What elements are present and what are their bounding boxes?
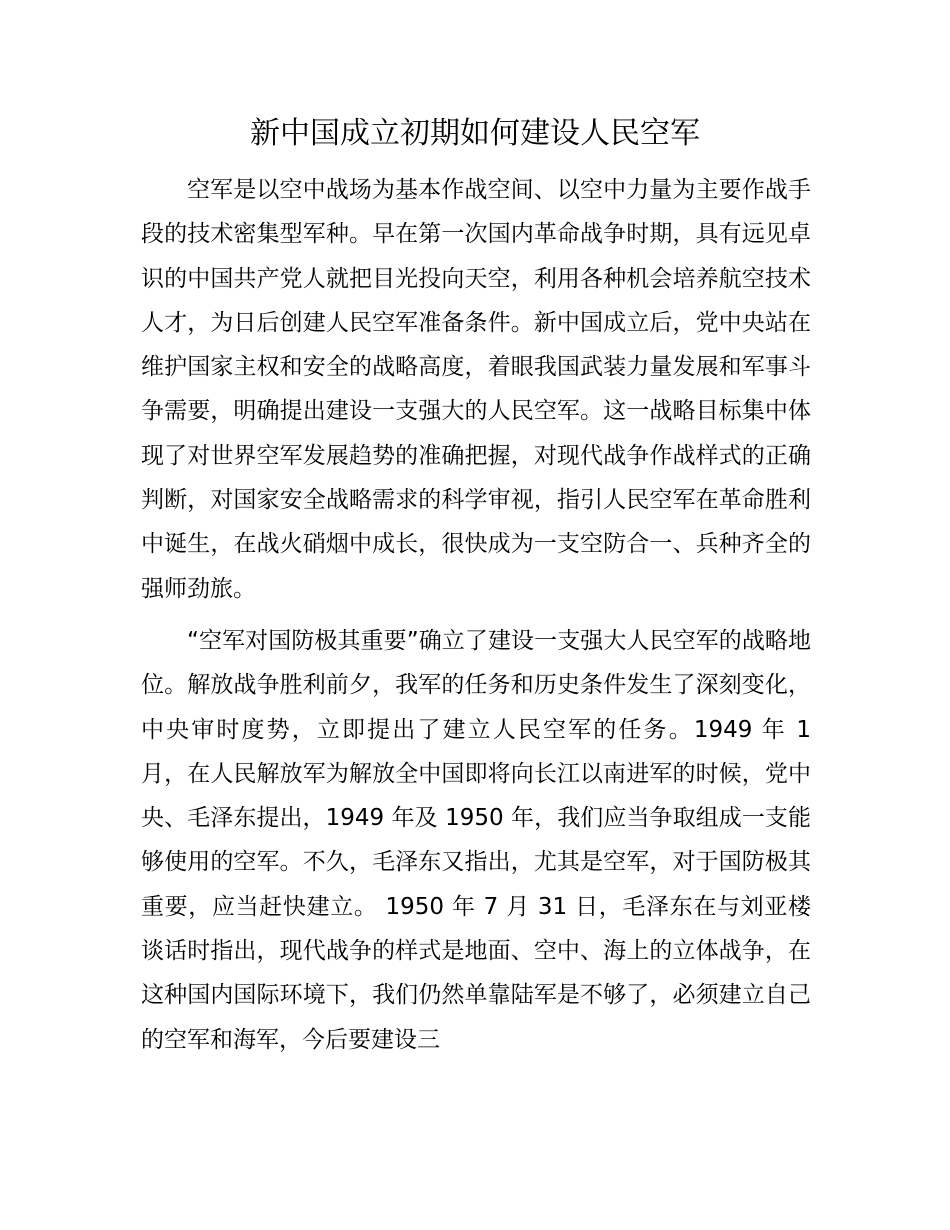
document-body: [141, 168, 811, 1062]
document-title: 新中国成立初期如何建设人民空军: [250, 116, 700, 151]
paragraph-2: “空军对国防极其重要”确立了建设一支强大人民空军的战略地位。解放战争胜利前夕，我军的任务和历史条件发生了深刻变化，中央审时度势，立即提出了建立人民空军的任务。1949 年 1 月，在人民解放军为解放全中国即将向长江以南进军的时候，党中央、毛泽东提出，1949 年及 1950 年，我们应当争取组成一支能够使用的空军。不久，毛泽东又指出，尤其是空军，对于国防极其重要，应当赶快建立。 1950 年 7 月 31 日，毛泽东在与刘亚楼谈话时指出，现代战争的样式是地面、空中、海上的立体战争，在这种国内国际环境下，我们仍然单靠陆军是不够了，必须建立自己的空军和海军，今后要建设三: [141, 627, 811, 1053]
paragraph-1: 空军是以空中战场为基本作战空间、以空中力量为主要作战手段的技术密集型军种。早在第一次国内革命战争时期，具有远见卓识的中国共产党人就把目光投向天空，利用各种机会培养航空技术人才，为日后创建人民空军准备条件。新中国成立后，党中央站在维护国家主权和安全的战略高度，着眼我国武装力量发展和军事斗争需要，明确提出建设一支强大的人民空军。这一战略目标集中体现了对世界空军发展趋势的准确把握，对现代战争作战样式的正确判断，对国家安全战略需求的科学审视，指引人民空军在革命胜利中诞生，在战火硝烟中成长，很快成为一支空防合一、兵种齐全的强师劲旅。: [141, 177, 811, 602]
